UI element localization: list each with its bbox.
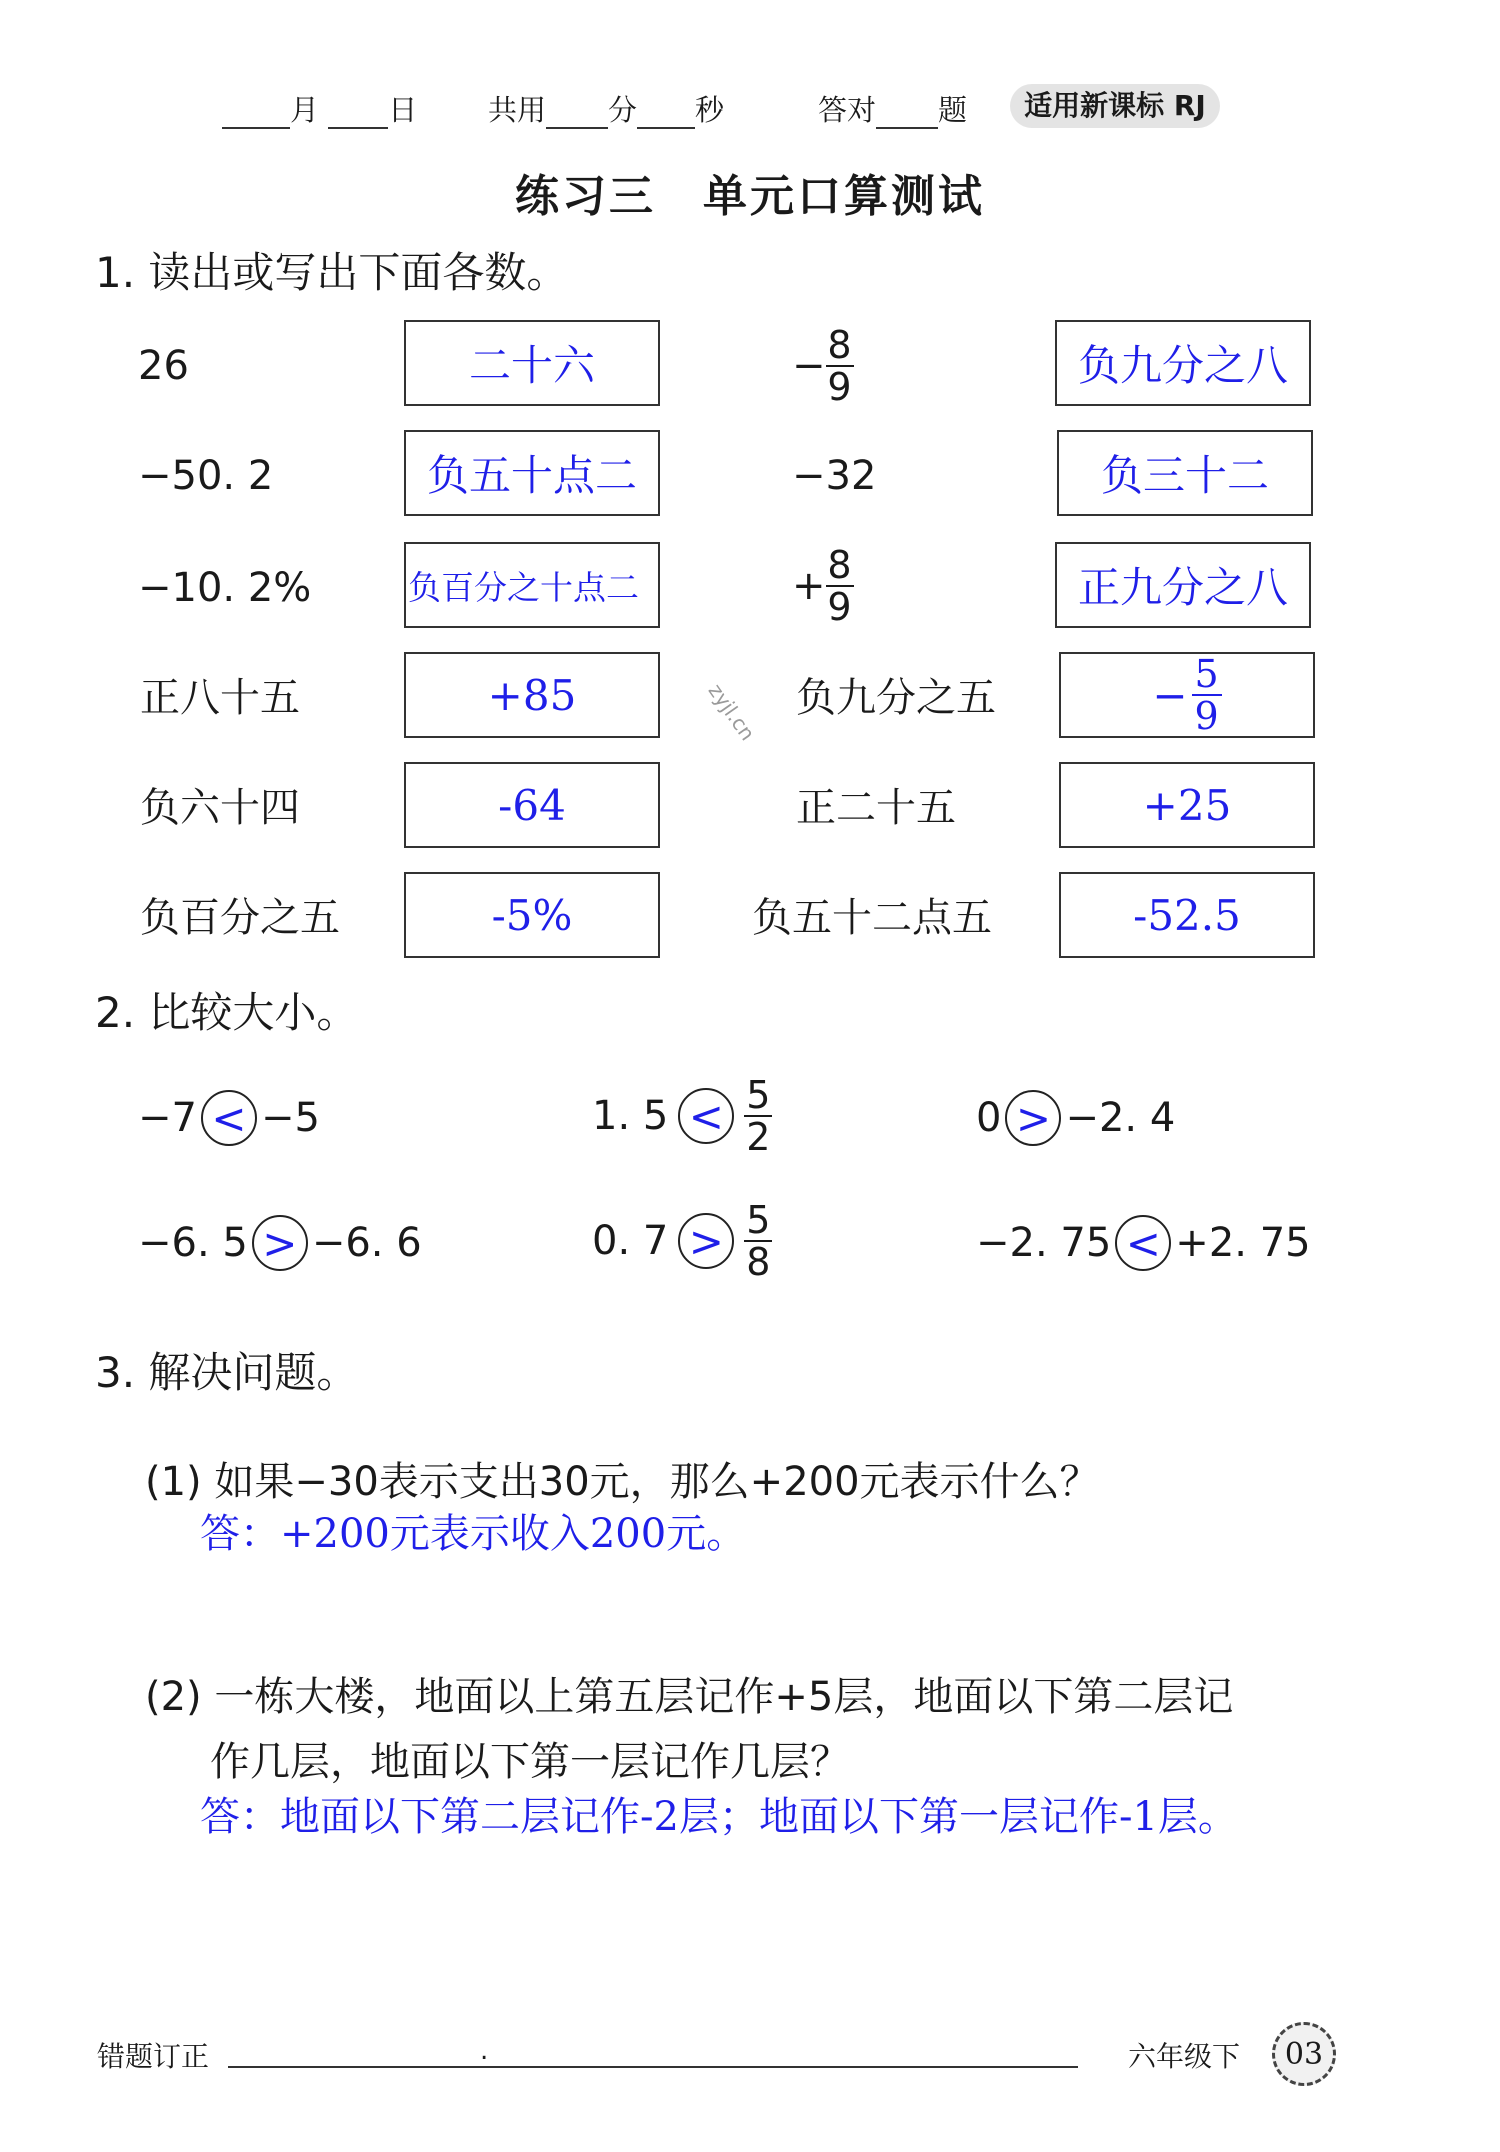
answer-box[interactable]: 负三十二 — [1057, 430, 1313, 516]
fraction: $\frac{5}{9}$ — [1192, 654, 1222, 736]
fraction: $\frac{8}{9}$ — [827, 543, 852, 629]
date-line: 月 日 — [222, 88, 417, 129]
section1-heading: 1. 读出或写出下面各数。 — [95, 248, 569, 297]
answer-box[interactable]: − $\frac{5}{9}$ — [1059, 652, 1315, 738]
correction-dot: . — [480, 2036, 489, 2066]
answer-circle[interactable]: < — [1115, 1215, 1171, 1271]
prompt-item: 负九分之五 — [796, 675, 996, 721]
answer-circle[interactable]: < — [201, 1090, 257, 1146]
prompt-item: 正八十五 — [140, 675, 300, 721]
fraction: $\frac{5}{8}$ — [746, 1198, 771, 1284]
month-blank[interactable] — [222, 97, 290, 129]
answer-box[interactable]: +85 — [404, 652, 660, 738]
prompt-item: −10. 2% — [138, 565, 312, 611]
prompt-item: 正二十五 — [796, 785, 956, 831]
answer-box[interactable]: -5% — [404, 872, 660, 958]
time-line: 共用 分 秒 — [488, 93, 725, 127]
compare-item: 0 > −2. 4 — [976, 1090, 1175, 1146]
watermark: zyjl.cn — [703, 679, 760, 745]
prompt-fraction: + $\frac{8}{9}$ — [792, 543, 852, 629]
section2-heading: 2. 比较大小。 — [95, 988, 359, 1037]
question-2-line2: 作几层，地面以下第一层记作几层？ — [210, 1739, 850, 1785]
answer-circle[interactable]: > — [678, 1213, 734, 1269]
answer-box[interactable]: 二十六 — [404, 320, 660, 406]
page-title: 练习三 单元口算测试 — [515, 171, 985, 222]
score-line: 答对 题 — [818, 93, 968, 127]
fraction: $\frac{8}{9}$ — [827, 323, 852, 409]
answer-box[interactable]: +25 — [1059, 762, 1315, 848]
question-2-line1: (2) 一栋大楼，地面以上第五层记作+5层，地面以下第二层记 — [145, 1674, 1234, 1720]
answer-box[interactable]: 正九分之八 — [1055, 542, 1311, 628]
page-number: 03 — [1272, 2022, 1336, 2086]
compare-item: −6. 5 > −6. 6 — [138, 1215, 422, 1271]
day-blank[interactable] — [328, 97, 388, 129]
question-1: (1) 如果−30表示支出30元，那么+200元表示什么？ — [145, 1459, 1100, 1505]
answer-2[interactable]: 答：地面以下第二层记作-2层；地面以下第一层记作-1层。 — [200, 1794, 1238, 1840]
compare-item: −7 < −5 — [138, 1090, 320, 1146]
answer-box[interactable]: 负百分之十点二 — [404, 542, 660, 628]
prompt-item: 负六十四 — [140, 785, 300, 831]
answer-box[interactable]: -64 — [404, 762, 660, 848]
compare-item: 0. 7 > $\frac{5}{8}$ — [592, 1198, 771, 1284]
correction-line[interactable] — [228, 2066, 1078, 2068]
answer-circle[interactable]: < — [678, 1088, 734, 1144]
prompt-item: −32 — [792, 453, 877, 499]
correction-label: 错题订正 — [97, 2040, 210, 2073]
answer-circle[interactable]: > — [252, 1215, 308, 1271]
prompt-26: 26 — [138, 343, 189, 389]
compare-item: −2. 75 < +2. 75 — [976, 1215, 1311, 1271]
correct-blank[interactable] — [876, 97, 938, 129]
compare-item: 1. 5 < $\frac{5}{2}$ — [592, 1073, 771, 1159]
fraction: $\frac{5}{2}$ — [746, 1073, 771, 1159]
grade-label: 六年级下 — [1128, 2040, 1241, 2073]
prompt-item: 负五十二点五 — [752, 895, 992, 941]
prompt-fraction: − $\frac{8}{9}$ — [792, 323, 852, 409]
seconds-blank[interactable] — [637, 97, 695, 129]
curriculum-tag: 适用新课标 RJ — [1010, 84, 1220, 128]
answer-circle[interactable]: > — [1005, 1090, 1061, 1146]
section3-heading: 3. 解决问题。 — [95, 1348, 359, 1397]
answer-1[interactable]: 答：+200元表示收入200元。 — [200, 1511, 747, 1557]
prompt-item: 负百分之五 — [140, 895, 340, 941]
minutes-blank[interactable] — [546, 97, 608, 129]
answer-box[interactable]: 负九分之八 — [1055, 320, 1311, 406]
answer-box[interactable]: 负五十点二 — [404, 430, 660, 516]
answer-box[interactable]: -52.5 — [1059, 872, 1315, 958]
prompt-item: −50. 2 — [138, 453, 274, 499]
